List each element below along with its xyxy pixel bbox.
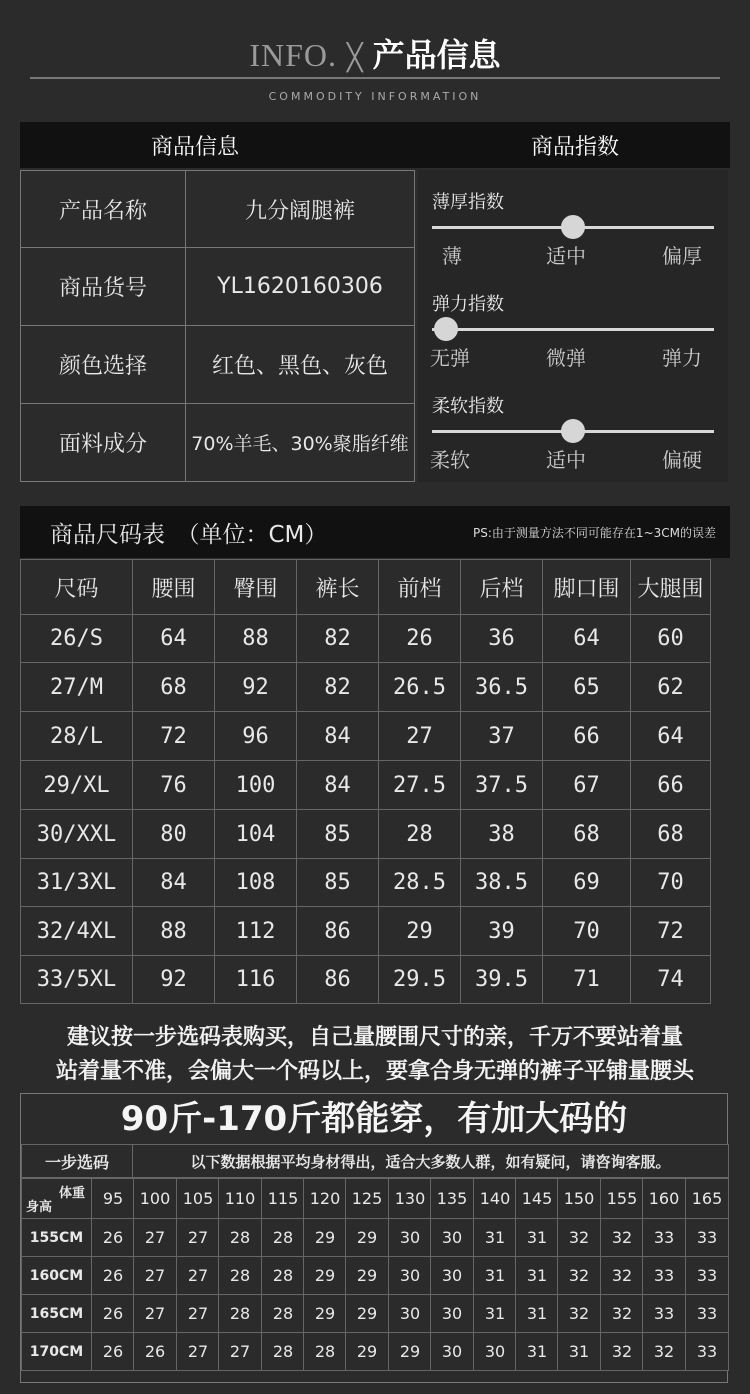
- size-label-cell: 30/XXL: [20, 809, 133, 859]
- recommend-size-cell: 28: [218, 1294, 262, 1333]
- size-value-cell: 70: [630, 858, 711, 907]
- weight-header-cell: 125: [345, 1178, 389, 1219]
- weight-header-cell: 95: [91, 1178, 135, 1219]
- index-tick-high: 偏硬: [662, 448, 702, 472]
- recommend-size-cell: 32: [557, 1218, 601, 1257]
- recommend-size-cell: 32: [642, 1332, 686, 1371]
- size-table-title-bar: [20, 506, 730, 558]
- size-value-cell: 65: [542, 662, 631, 712]
- info-value: 九分阔腿裤: [185, 170, 415, 248]
- size-header-cell: 大腿围: [630, 559, 711, 615]
- info-label: 面料成分: [20, 403, 186, 482]
- size-label-cell: 27/M: [20, 662, 133, 712]
- size-value-cell: 27: [378, 711, 461, 761]
- info-right-header: 商品指数: [530, 134, 619, 160]
- recommend-size-cell: 29: [345, 1294, 389, 1333]
- recommend-label: 一步选码: [21, 1144, 133, 1178]
- size-label-cell: 28/L: [20, 711, 133, 761]
- advice-line-2: 站着量不准，会偏大一个码以上，要拿合身无弹的裤子平铺量腰头: [55, 1059, 694, 1084]
- size-value-cell: 108: [214, 858, 297, 907]
- advice-line-1: 建议按一步选码表购买，自己量腰围尺寸的亲，千万不要站着量: [66, 1025, 683, 1050]
- recommend-size-cell: 27: [133, 1294, 177, 1333]
- recommend-size-cell: 32: [600, 1332, 644, 1371]
- size-value-cell: 96: [214, 711, 297, 761]
- size-header-cell: 裤长: [296, 559, 379, 615]
- size-value-cell: 86: [296, 906, 379, 956]
- weight-header-cell: 135: [430, 1178, 474, 1219]
- recommend-size-cell: 33: [685, 1294, 729, 1333]
- recommend-size-cell: 31: [473, 1294, 517, 1333]
- recommend-size-cell: 32: [600, 1256, 644, 1295]
- page-title: [0, 30, 750, 76]
- size-value-cell: 76: [132, 760, 215, 810]
- height-label-cell: 170CM: [21, 1332, 92, 1371]
- weight-header-cell: 110: [218, 1178, 262, 1219]
- size-value-cell: 36: [460, 614, 543, 663]
- corner-weight-label: 体重: [58, 1186, 85, 1201]
- recommend-size-cell: 29: [303, 1256, 347, 1295]
- index-name: 薄厚指数: [432, 192, 504, 213]
- recommend-size-cell: 32: [600, 1218, 644, 1257]
- title-cn: 产品信息: [372, 36, 501, 74]
- recommend-size-cell: 33: [642, 1256, 686, 1295]
- recommend-size-cell: 28: [261, 1294, 305, 1333]
- size-value-cell: 68: [542, 809, 631, 859]
- size-header-cell: 脚口围: [542, 559, 631, 615]
- size-value-cell: 84: [132, 858, 215, 907]
- recommend-size-cell: 30: [388, 1256, 432, 1295]
- recommend-size-cell: 28: [218, 1256, 262, 1295]
- recommend-size-cell: 30: [388, 1218, 432, 1257]
- index-tick-low: 柔软: [430, 448, 470, 472]
- recommend-size-cell: 30: [388, 1294, 432, 1333]
- index-tick-low: 无弹: [430, 346, 470, 370]
- size-value-cell: 69: [542, 858, 631, 907]
- recommend-size-cell: 27: [133, 1218, 177, 1257]
- recommend-size-cell: 31: [557, 1332, 601, 1371]
- index-name: 柔软指数: [432, 396, 504, 417]
- recommend-size-cell: 32: [557, 1294, 601, 1333]
- size-value-cell: 62: [630, 662, 711, 712]
- size-label-cell: 33/5XL: [20, 955, 133, 1004]
- size-value-cell: 38: [460, 809, 543, 859]
- size-value-cell: 80: [132, 809, 215, 859]
- size-value-cell: 72: [630, 906, 711, 956]
- recommend-size-cell: 31: [473, 1218, 517, 1257]
- recommend-size-cell: 26: [91, 1332, 135, 1371]
- size-value-cell: 71: [542, 955, 631, 1004]
- info-value: 红色、黑色、灰色: [185, 325, 415, 404]
- product-index-panel: [418, 170, 728, 482]
- softness-index: [432, 392, 714, 472]
- weight-header-cell: 165: [685, 1178, 729, 1219]
- info-label: 颜色选择: [20, 325, 186, 404]
- size-value-cell: 84: [296, 711, 379, 761]
- weight-height-corner: [21, 1178, 92, 1219]
- recommend-size-cell: 31: [515, 1256, 559, 1295]
- recommend-size-cell: 31: [515, 1332, 559, 1371]
- size-table-title: 商品尺码表 （单位：CM）: [50, 521, 328, 548]
- page-header: [0, 0, 750, 110]
- recommend-size-cell: 27: [133, 1256, 177, 1295]
- info-value: 70%羊毛、30%聚脂纤维: [185, 403, 415, 482]
- recommend-size-cell: 31: [515, 1218, 559, 1257]
- size-header-cell: 后档: [460, 559, 543, 615]
- index-tick-mid: 适中: [546, 448, 586, 472]
- recommend-size-cell: 26: [91, 1294, 135, 1333]
- size-value-cell: 116: [214, 955, 297, 1004]
- recommend-size-cell: 33: [642, 1294, 686, 1333]
- weight-header-cell: 160: [642, 1178, 686, 1219]
- page-subtitle: COMMODITY INFORMATION: [268, 90, 482, 103]
- size-value-cell: 85: [296, 809, 379, 859]
- size-value-cell: 88: [214, 614, 297, 663]
- index-tick-high: 偏厚: [662, 244, 702, 268]
- info-label: 商品货号: [20, 247, 186, 326]
- size-header-cell: 尺码: [20, 559, 133, 615]
- index-tick-low: 薄: [442, 244, 462, 268]
- recommend-size-cell: 28: [303, 1332, 347, 1371]
- size-value-cell: 29: [378, 906, 461, 956]
- size-value-cell: 36.5: [460, 662, 543, 712]
- size-value-cell: 82: [296, 662, 379, 712]
- size-value-cell: 72: [132, 711, 215, 761]
- recommend-size-cell: 31: [515, 1294, 559, 1333]
- size-value-cell: 26.5: [378, 662, 461, 712]
- size-table: [20, 559, 730, 999]
- index-track: [432, 328, 714, 331]
- recommend-size-cell: 26: [91, 1256, 135, 1295]
- index-tick-mid: 适中: [546, 244, 586, 268]
- recommend-size-cell: 28: [218, 1218, 262, 1257]
- size-header-cell: 腰围: [132, 559, 215, 615]
- size-value-cell: 70: [542, 906, 631, 956]
- size-recommendation-table: [20, 1093, 728, 1383]
- index-knob: [434, 317, 458, 341]
- size-label-cell: 26/S: [20, 614, 133, 663]
- size-value-cell: 112: [214, 906, 297, 956]
- weight-header-cell: 155: [600, 1178, 644, 1219]
- size-value-cell: 68: [132, 662, 215, 712]
- recommend-size-cell: 30: [430, 1294, 474, 1333]
- info-value: YL1620160306: [185, 247, 415, 326]
- size-value-cell: 88: [132, 906, 215, 956]
- weight-header-cell: 130: [388, 1178, 432, 1219]
- size-value-cell: 64: [630, 711, 711, 761]
- info-left-header: 商品信息: [150, 134, 239, 160]
- recommend-size-cell: 33: [685, 1332, 729, 1371]
- recommend-size-cell: 30: [430, 1218, 474, 1257]
- weight-header-cell: 115: [261, 1178, 305, 1219]
- recommend-size-cell: 29: [345, 1218, 389, 1257]
- size-value-cell: 27.5: [378, 760, 461, 810]
- recommend-size-cell: 30: [473, 1332, 517, 1371]
- weight-header-cell: 105: [176, 1178, 220, 1219]
- corner-height-label: 身高: [26, 1200, 53, 1215]
- size-value-cell: 86: [296, 955, 379, 1004]
- header-divider: [30, 77, 720, 79]
- height-label-cell: 165CM: [21, 1294, 92, 1333]
- size-value-cell: 92: [132, 955, 215, 1004]
- recommend-size-cell: 29: [303, 1218, 347, 1257]
- size-value-cell: 26: [378, 614, 461, 663]
- height-label-cell: 160CM: [21, 1256, 92, 1295]
- recommend-size-cell: 31: [473, 1256, 517, 1295]
- size-header-cell: 前档: [378, 559, 461, 615]
- index-knob: [561, 215, 585, 239]
- size-value-cell: 64: [542, 614, 631, 663]
- recommend-size-cell: 29: [345, 1256, 389, 1295]
- size-value-cell: 100: [214, 760, 297, 810]
- size-value-cell: 37: [460, 711, 543, 761]
- recommend-banner: 90斤-170斤都能穿，有加大码的: [120, 1099, 628, 1139]
- weight-header-cell: 150: [557, 1178, 601, 1219]
- size-value-cell: 64: [132, 614, 215, 663]
- size-value-cell: 29.5: [378, 955, 461, 1004]
- size-value-cell: 38.5: [460, 858, 543, 907]
- index-tick-mid: 微弹: [546, 346, 586, 370]
- recommend-size-cell: 30: [430, 1332, 474, 1371]
- size-value-cell: 28: [378, 809, 461, 859]
- elasticity-index: [432, 290, 714, 370]
- weight-header-cell: 140: [473, 1178, 517, 1219]
- recommend-size-cell: 33: [642, 1218, 686, 1257]
- recommend-size-cell: 27: [218, 1332, 262, 1371]
- size-value-cell: 92: [214, 662, 297, 712]
- info-header-bar: [20, 122, 730, 168]
- size-value-cell: 85: [296, 858, 379, 907]
- thickness-index: [432, 188, 714, 268]
- size-value-cell: 66: [630, 760, 711, 810]
- recommend-size-cell: 26: [91, 1218, 135, 1257]
- index-name: 弹力指数: [432, 294, 504, 315]
- size-value-cell: 39: [460, 906, 543, 956]
- title-en: INFO.: [249, 37, 337, 73]
- recommend-size-cell: 32: [600, 1294, 644, 1333]
- weight-header-cell: 120: [303, 1178, 347, 1219]
- height-label-cell: 155CM: [21, 1218, 92, 1257]
- size-label-cell: 29/XL: [20, 760, 133, 810]
- title-separator-icon: ╳: [347, 43, 363, 73]
- size-label-cell: 31/3XL: [20, 858, 133, 907]
- recommend-size-cell: 26: [133, 1332, 177, 1371]
- info-label: 产品名称: [20, 170, 186, 248]
- size-value-cell: 28.5: [378, 858, 461, 907]
- size-value-cell: 82: [296, 614, 379, 663]
- size-value-cell: 104: [214, 809, 297, 859]
- recommend-size-cell: 32: [557, 1256, 601, 1295]
- recommend-size-cell: 28: [261, 1218, 305, 1257]
- recommend-size-cell: 29: [303, 1294, 347, 1333]
- size-value-cell: 84: [296, 760, 379, 810]
- recommend-size-cell: 27: [176, 1332, 220, 1371]
- recommend-size-cell: 30: [430, 1256, 474, 1295]
- size-value-cell: 67: [542, 760, 631, 810]
- index-knob: [561, 419, 585, 443]
- size-value-cell: 68: [630, 809, 711, 859]
- size-label-cell: 32/4XL: [20, 906, 133, 956]
- size-value-cell: 66: [542, 711, 631, 761]
- recommend-size-cell: 27: [176, 1218, 220, 1257]
- recommend-size-cell: 28: [261, 1332, 305, 1371]
- recommend-size-cell: 29: [388, 1332, 432, 1371]
- size-value-cell: 37.5: [460, 760, 543, 810]
- recommend-description: 以下数据根据平均身材得出，适合大多数人群，如有疑问，请咨询客服。: [132, 1144, 729, 1178]
- weight-header-cell: 145: [515, 1178, 559, 1219]
- index-tick-high: 弹力: [662, 346, 702, 370]
- size-value-cell: 74: [630, 955, 711, 1004]
- recommend-size-cell: 33: [685, 1256, 729, 1295]
- recommend-size-cell: 29: [345, 1332, 389, 1371]
- product-info-table: [20, 170, 415, 482]
- recommend-size-cell: 28: [261, 1256, 305, 1295]
- size-header-cell: 臀围: [214, 559, 297, 615]
- size-value-cell: 39.5: [460, 955, 543, 1004]
- recommend-size-cell: 33: [685, 1218, 729, 1257]
- size-value-cell: 60: [630, 614, 711, 663]
- recommend-size-cell: 27: [176, 1294, 220, 1333]
- size-table-note: PS:由于测量方法不同可能存在1~3CM的误差: [473, 525, 716, 540]
- weight-header-cell: 100: [133, 1178, 177, 1219]
- recommend-size-cell: 27: [176, 1256, 220, 1295]
